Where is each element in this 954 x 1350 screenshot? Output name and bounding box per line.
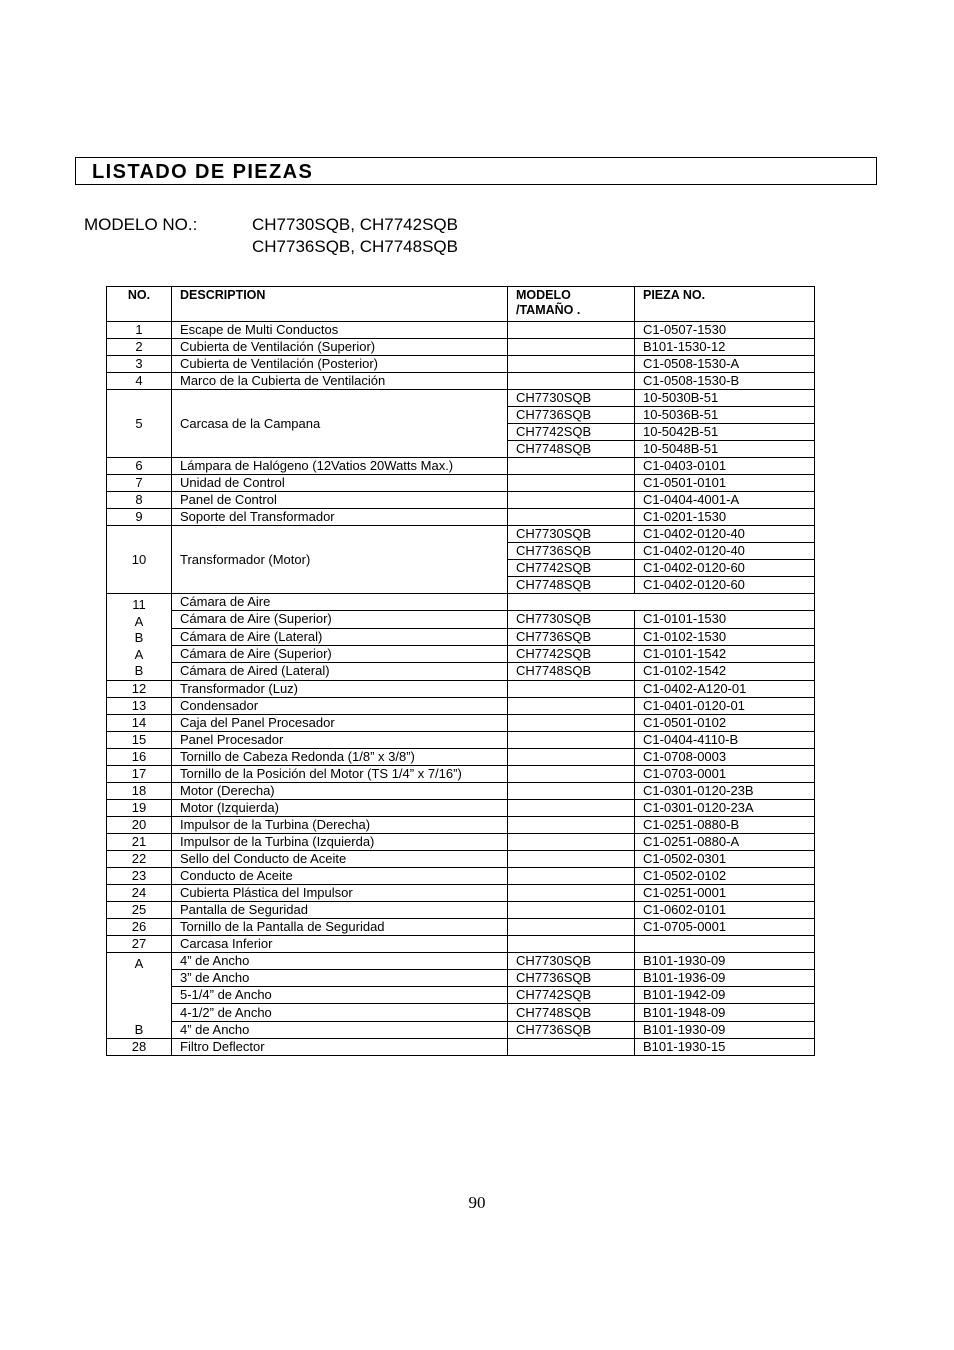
cell-model — [508, 935, 635, 952]
table-row — [107, 833, 815, 850]
cell-no: 10 — [107, 526, 172, 594]
cell-description: 5-1/4” de Ancho — [172, 987, 508, 1004]
cell-part-no: B101-1942-09 — [635, 987, 815, 1004]
cell-no: 25 — [107, 901, 172, 918]
cell-model: CH7730SQB — [508, 952, 635, 969]
parts-table-body — [107, 322, 815, 1056]
cell-part-no: B101-1930-15 — [635, 1039, 815, 1056]
table-row — [107, 611, 815, 628]
cell-part-no: 10-5036B-51 — [635, 407, 815, 424]
cell-description: Cámara de Aired (Lateral) — [172, 663, 508, 680]
table-row — [107, 1021, 815, 1038]
cell-part-no: C1-0402-A120-01 — [635, 680, 815, 697]
table-row — [107, 867, 815, 884]
cell-part-no: C1-0201-1530 — [635, 509, 815, 526]
table-row — [107, 628, 815, 645]
cell-model — [508, 884, 635, 901]
cell-no: 19 — [107, 799, 172, 816]
cell-no: 8 — [107, 492, 172, 509]
table-row — [107, 339, 815, 356]
cell-model: CH7742SQB — [508, 560, 635, 577]
header-description: DESCRIPTION — [172, 287, 508, 322]
cell-part-no: C1-0402-0120-40 — [635, 543, 815, 560]
cell-no: 7 — [107, 475, 172, 492]
cell-model — [508, 714, 635, 731]
cell-part-no: B101-1948-09 — [635, 1004, 815, 1021]
cell-no: 1 — [107, 322, 172, 339]
cell-model — [508, 867, 635, 884]
cell-description: Transformador (Motor) — [172, 526, 508, 594]
cell-no: 11 A B A B — [107, 594, 172, 681]
cell-description: Caja del Panel Procesador — [172, 714, 508, 731]
cell-no: 22 — [107, 850, 172, 867]
cell-no: 2 — [107, 339, 172, 356]
table-row — [107, 645, 815, 662]
table-row — [107, 526, 815, 543]
table-row — [107, 765, 815, 782]
cell-part-no: C1-0301-0120-23B — [635, 782, 815, 799]
cell-model: CH7742SQB — [508, 645, 635, 662]
model-label: MODELO NO.: — [84, 215, 198, 234]
cell-description: Pantalla de Seguridad — [172, 901, 508, 918]
table-row — [107, 714, 815, 731]
cell-no: 27 — [107, 935, 172, 952]
table-row — [107, 969, 815, 986]
cell-no: 26 — [107, 918, 172, 935]
cell-description: Tornillo de la Pantalla de Seguridad — [172, 918, 508, 935]
cell-part-no: C1-0507-1530 — [635, 322, 815, 339]
table-row — [107, 816, 815, 833]
cell-part-no: C1-0705-0001 — [635, 918, 815, 935]
cell-no: 15 — [107, 731, 172, 748]
table-row — [107, 322, 815, 339]
cell-model — [508, 799, 635, 816]
cell-part-no: C1-0402-0120-60 — [635, 560, 815, 577]
cell-description: Cámara de Aire (Superior) — [172, 611, 508, 628]
cell-part-no: C1-0251-0880-A — [635, 833, 815, 850]
section-title-box — [75, 157, 877, 185]
cell-model: CH7748SQB — [508, 1004, 635, 1021]
cell-model: CH7730SQB — [508, 526, 635, 543]
table-row — [107, 850, 815, 867]
cell-description: Sello del Conducto de Aceite — [172, 850, 508, 867]
table-row — [107, 663, 815, 680]
cell-model — [508, 833, 635, 850]
cell-description: Unidad de Control — [172, 475, 508, 492]
cell-model — [508, 1039, 635, 1056]
cell-part-no: C1-0501-0102 — [635, 714, 815, 731]
cell-description: Soporte del Transformador — [172, 509, 508, 526]
section-title: LISTADO DE PIEZAS — [92, 161, 314, 183]
cell-part-no: C1-0102-1530 — [635, 628, 815, 645]
cell-no: 13 — [107, 697, 172, 714]
cell-description: 4” de Ancho — [172, 952, 508, 969]
cell-part-no: C1-0101-1542 — [635, 645, 815, 662]
table-row — [107, 509, 815, 526]
model-list-line-2: CH7736SQB, CH7748SQB — [252, 237, 458, 256]
cell-description: 4” de Ancho — [172, 1021, 508, 1038]
cell-description: Cámara de Aire (Lateral) — [172, 628, 508, 645]
header-model-size: MODELO /TAMAÑO . — [508, 287, 635, 322]
table-row — [107, 680, 815, 697]
cell-description: Panel Procesador — [172, 731, 508, 748]
cell-part-no: C1-0301-0120-23A — [635, 799, 815, 816]
cell-part-no: C1-0602-0101 — [635, 901, 815, 918]
cell-description: Transformador (Luz) — [172, 680, 508, 697]
table-row — [107, 987, 815, 1004]
cell-model: CH7748SQB — [508, 441, 635, 458]
cell-model — [508, 731, 635, 748]
cell-description: Cámara de Aire — [172, 594, 508, 611]
cell-description: Panel de Control — [172, 492, 508, 509]
table-row — [107, 799, 815, 816]
cell-model: CH7742SQB — [508, 424, 635, 441]
cell-part-no — [635, 935, 815, 952]
cell-description: Lámpara de Halógeno (12Vatios 20Watts Max.) — [172, 458, 508, 475]
cell-part-no: B101-1930-09 — [635, 952, 815, 969]
cell-description: Escape de Multi Conductos — [172, 322, 508, 339]
cell-model: CH7736SQB — [508, 543, 635, 560]
cell-model — [508, 816, 635, 833]
cell-model — [508, 765, 635, 782]
header-no: NO. — [107, 287, 172, 322]
cell-part-no: C1-0404-4110-B — [635, 731, 815, 748]
cell-no: 21 — [107, 833, 172, 850]
cell-model: CH7730SQB — [508, 611, 635, 628]
cell-model — [508, 697, 635, 714]
cell-description: Condensador — [172, 697, 508, 714]
cell-description: Filtro Deflector — [172, 1039, 508, 1056]
table-row — [107, 1004, 815, 1021]
cell-no: 16 — [107, 748, 172, 765]
cell-model — [508, 850, 635, 867]
cell-part-no: C1-0508-1530-B — [635, 373, 815, 390]
cell-part-no: B101-1530-12 — [635, 339, 815, 356]
cell-no: 23 — [107, 867, 172, 884]
cell-model — [508, 509, 635, 526]
cell-part-no: 10-5030B-51 — [635, 390, 815, 407]
table-row — [107, 935, 815, 952]
cell-no: 4 — [107, 373, 172, 390]
cell-description: Motor (Izquierda) — [172, 799, 508, 816]
table-row — [107, 918, 815, 935]
cell-no: 6 — [107, 458, 172, 475]
cell-no: 12 — [107, 680, 172, 697]
cell-part-no: 10-5048B-51 — [635, 441, 815, 458]
cell-part-no: B101-1930-09 — [635, 1021, 815, 1038]
table-row — [107, 356, 815, 373]
cell-part-no: C1-0101-1530 — [635, 611, 815, 628]
cell-part-no: 10-5042B-51 — [635, 424, 815, 441]
cell-description: Tornillo de la Posición del Motor (TS 1/4” x 7/16”) — [172, 765, 508, 782]
cell-model — [508, 356, 635, 373]
table-row — [107, 748, 815, 765]
cell-model — [508, 339, 635, 356]
table-row — [107, 475, 815, 492]
cell-part-no: C1-0402-0120-40 — [635, 526, 815, 543]
cell-model — [508, 492, 635, 509]
cell-description: Cubierta Plástica del Impulsor — [172, 884, 508, 901]
table-row — [107, 594, 815, 611]
cell-part-no: C1-0502-0102 — [635, 867, 815, 884]
table-row — [107, 373, 815, 390]
cell-part-no: C1-0502-0301 — [635, 850, 815, 867]
cell-model — [508, 458, 635, 475]
cell-no: 3 — [107, 356, 172, 373]
cell-no: 20 — [107, 816, 172, 833]
cell-part-no: C1-0508-1530-A — [635, 356, 815, 373]
cell-no: 14 — [107, 714, 172, 731]
cell-model: CH7748SQB — [508, 663, 635, 680]
cell-part-no: C1-0102-1542 — [635, 663, 815, 680]
cell-part-no: C1-0404-4001-A — [635, 492, 815, 509]
table-row — [107, 492, 815, 509]
cell-part-no: C1-0703-0001 — [635, 765, 815, 782]
cell-model: CH7736SQB — [508, 407, 635, 424]
header-part-no: PIEZA NO. — [635, 287, 815, 322]
table-row — [107, 1039, 815, 1056]
table-row — [107, 901, 815, 918]
cell-description: Impulsor de la Turbina (Derecha) — [172, 816, 508, 833]
cell-model — [508, 748, 635, 765]
cell-description: Carcasa Inferior — [172, 935, 508, 952]
cell-model: CH7748SQB — [508, 577, 635, 594]
cell-model — [508, 322, 635, 339]
cell-part-no: C1-0501-0101 — [635, 475, 815, 492]
cell-model — [508, 373, 635, 390]
cell-description: Impulsor de la Turbina (Izquierda) — [172, 833, 508, 850]
table-header-row — [107, 287, 815, 322]
cell-no: 9 — [107, 509, 172, 526]
cell-description: Cubierta de Ventilación (Superior) — [172, 339, 508, 356]
page-number: 90 — [468, 1193, 486, 1212]
cell-part-no: C1-0401-0120-01 — [635, 697, 815, 714]
cell-model: CH7730SQB — [508, 390, 635, 407]
cell-part-no: C1-0403-0101 — [635, 458, 815, 475]
cell-description: 3” de Ancho — [172, 969, 508, 986]
cell-description: Carcasa de la Campana — [172, 390, 508, 458]
cell-description: Conducto de Aceite — [172, 867, 508, 884]
cell-model: CH7742SQB — [508, 987, 635, 1004]
parts-table — [106, 286, 815, 1056]
cell-model — [508, 680, 635, 697]
cell-part-no: C1-0402-0120-60 — [635, 577, 815, 594]
cell-description: Cubierta de Ventilación (Posterior) — [172, 356, 508, 373]
cell-part-no: C1-0708-0003 — [635, 748, 815, 765]
cell-description: Cámara de Aire (Superior) — [172, 645, 508, 662]
cell-model: CH7736SQB — [508, 628, 635, 645]
cell-no: 17 — [107, 765, 172, 782]
table-row — [107, 952, 815, 969]
cell-model: CH7736SQB — [508, 1021, 635, 1038]
cell-part-no: C1-0251-0001 — [635, 884, 815, 901]
table-row — [107, 782, 815, 799]
cell-no: 18 — [107, 782, 172, 799]
table-row — [107, 884, 815, 901]
cell-model — [508, 918, 635, 935]
cell-no: A B — [107, 952, 172, 1039]
cell-description: Marco de la Cubierta de Ventilación — [172, 373, 508, 390]
cell-no: 24 — [107, 884, 172, 901]
cell-no: 28 — [107, 1039, 172, 1056]
model-list-line-1: CH7730SQB, CH7742SQB — [252, 215, 458, 234]
cell-no: 5 — [107, 390, 172, 458]
cell-model — [508, 475, 635, 492]
cell-model — [508, 901, 635, 918]
table-row — [107, 731, 815, 748]
cell-model-part — [508, 594, 815, 611]
table-row — [107, 458, 815, 475]
cell-part-no: C1-0251-0880-B — [635, 816, 815, 833]
cell-model: CH7736SQB — [508, 969, 635, 986]
cell-model — [508, 782, 635, 799]
table-row — [107, 390, 815, 407]
table-row — [107, 697, 815, 714]
cell-description: Motor (Derecha) — [172, 782, 508, 799]
cell-description: 4-1/2” de Ancho — [172, 1004, 508, 1021]
cell-description: Tornillo de Cabeza Redonda (1/8” x 3/8”) — [172, 748, 508, 765]
cell-part-no: B101-1936-09 — [635, 969, 815, 986]
